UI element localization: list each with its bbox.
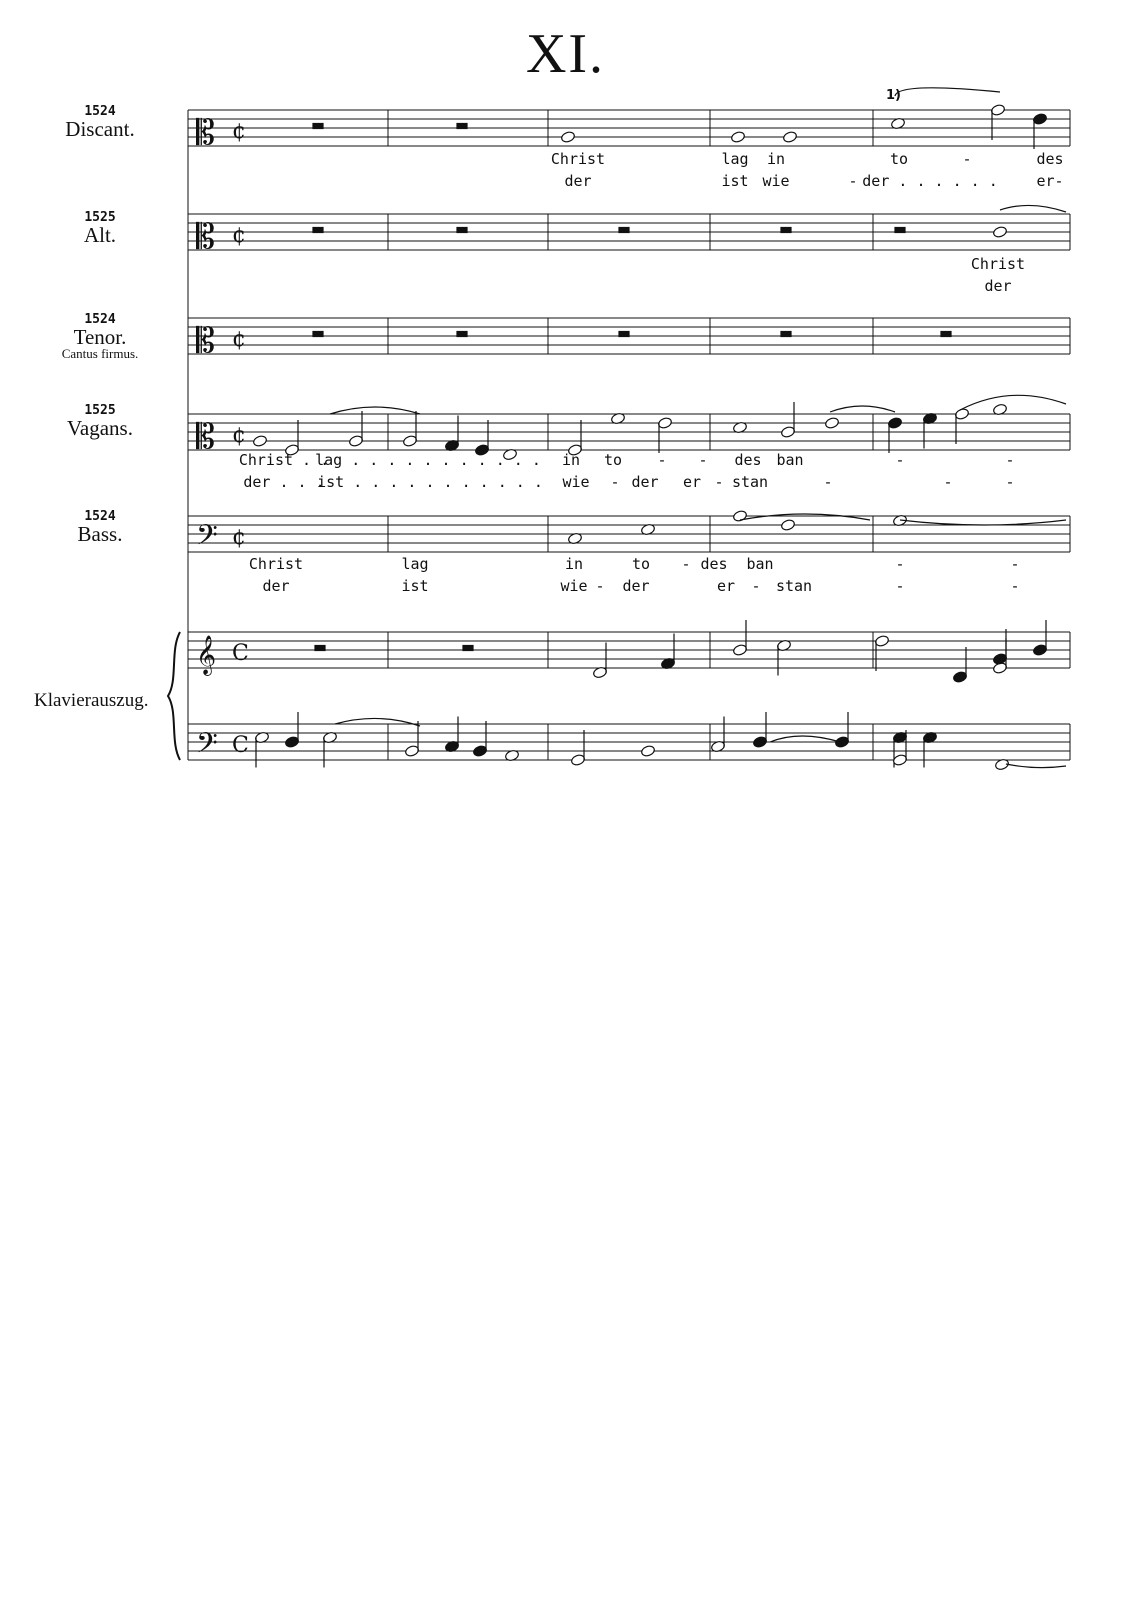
lyric-syllable: er bbox=[716, 577, 736, 595]
lyric-syllable: - bbox=[610, 473, 620, 491]
note-head bbox=[992, 653, 1007, 666]
clef-icon: 𝄡 bbox=[196, 217, 215, 257]
time-signature: ¢ bbox=[232, 223, 246, 248]
clef-icon: 𝄢 bbox=[196, 727, 218, 767]
lyric-syllable: - bbox=[1005, 451, 1015, 469]
time-signature: ¢ bbox=[232, 119, 246, 144]
clef-icon: 𝄢 bbox=[196, 519, 218, 559]
rest-mark bbox=[457, 228, 467, 233]
time-signature: ¢ bbox=[232, 423, 246, 448]
clef-icon: 𝄡 bbox=[196, 113, 215, 153]
slur-curve bbox=[330, 407, 420, 414]
lyric-syllable: der bbox=[622, 577, 650, 595]
slur-curve bbox=[770, 736, 840, 742]
voice-year-alt: 1525 bbox=[84, 210, 116, 225]
rest-mark bbox=[313, 124, 323, 129]
slur-curve bbox=[740, 514, 870, 520]
lyric-syllable: ist bbox=[721, 172, 749, 190]
voice-name-alt: Alt. bbox=[83, 223, 117, 247]
time-signature: ¢ bbox=[232, 327, 246, 352]
lyric-syllable: lag bbox=[401, 555, 429, 573]
note-head bbox=[732, 644, 747, 657]
voice-name-vagans: Vagans. bbox=[67, 416, 133, 440]
rest-mark bbox=[313, 228, 323, 233]
note-head bbox=[990, 104, 1005, 117]
note-head bbox=[752, 736, 767, 749]
lyric-syllable: lag . . . . . . . . . . . bbox=[315, 451, 541, 469]
voice-name-bass: Bass. bbox=[77, 522, 123, 546]
lyric-syllable: to bbox=[603, 451, 623, 469]
note-head bbox=[952, 671, 967, 684]
voice-year-tenor: 1524 bbox=[84, 312, 116, 327]
note-head bbox=[992, 226, 1007, 239]
lyric-syllable: - bbox=[1005, 473, 1015, 491]
clef-icon: 𝄞 bbox=[196, 635, 217, 675]
slur-curve bbox=[830, 406, 895, 412]
slur-curve bbox=[900, 520, 1066, 525]
lyric-syllable: Christ bbox=[550, 150, 606, 168]
note-head bbox=[874, 635, 889, 648]
time-signature: ¢ bbox=[232, 525, 246, 550]
lyric-syllable: - bbox=[895, 577, 905, 595]
note-head bbox=[1032, 644, 1047, 657]
lyric-syllable: des bbox=[1036, 150, 1064, 168]
note-head bbox=[732, 510, 747, 523]
lyric-syllable: - bbox=[595, 577, 605, 595]
lyric-syllable: Christ bbox=[248, 555, 304, 573]
lyric-syllable: stan bbox=[775, 577, 813, 595]
slur-curve bbox=[895, 88, 1000, 96]
note-head bbox=[730, 131, 745, 144]
note-head bbox=[570, 754, 585, 767]
rest-mark bbox=[619, 332, 629, 337]
voice-name-tenor: Tenor. bbox=[73, 325, 127, 349]
note-head bbox=[887, 417, 902, 430]
clef-icon: 𝄡 bbox=[196, 417, 215, 457]
voice-year-bass: 1524 bbox=[84, 509, 116, 524]
lyric-syllable: - bbox=[714, 473, 724, 491]
lyric-syllable: in bbox=[564, 555, 584, 573]
rest-mark bbox=[457, 124, 467, 129]
lyric-syllable: - bbox=[895, 451, 905, 469]
slur-curve bbox=[1000, 205, 1066, 212]
lyric-syllable: - bbox=[848, 172, 858, 190]
note-head bbox=[404, 745, 419, 758]
lyric-syllable: ist . . . . . . . . . . . bbox=[317, 473, 543, 491]
lyric-syllable: - bbox=[1010, 577, 1020, 595]
note-head bbox=[402, 435, 417, 448]
rest-mark bbox=[457, 332, 467, 337]
lyric-syllable: der . . . . . . bbox=[862, 172, 998, 190]
note-head bbox=[252, 435, 267, 448]
footnote-marker: 1) bbox=[886, 88, 901, 103]
page-title: XI. bbox=[525, 23, 606, 85]
voice-name-discant: Discant. bbox=[65, 117, 135, 141]
lyric-syllable: - bbox=[681, 555, 691, 573]
note-head bbox=[892, 754, 907, 767]
lyric-syllable: to bbox=[631, 555, 651, 573]
rest-mark bbox=[941, 332, 951, 337]
time-signature: C bbox=[232, 641, 249, 666]
lyric-syllable: - bbox=[895, 555, 905, 573]
note-head bbox=[284, 736, 299, 749]
rest-mark bbox=[463, 646, 473, 651]
lyric-syllable: wie bbox=[560, 577, 588, 595]
lyric-syllable: er bbox=[682, 473, 702, 491]
lyric-syllable: to bbox=[889, 150, 909, 168]
lyric-syllable: Christ . . bbox=[238, 451, 330, 469]
lyric-syllable: - bbox=[751, 577, 761, 595]
lyric-syllable: des bbox=[700, 555, 728, 573]
lyric-syllable: - bbox=[823, 473, 833, 491]
slur-curve bbox=[960, 395, 1066, 410]
lyric-syllable: - bbox=[1010, 555, 1020, 573]
note-head bbox=[780, 519, 795, 532]
voice-year-vagans: 1525 bbox=[84, 403, 116, 418]
lyric-syllable: ban bbox=[776, 451, 804, 469]
clef-icon: 𝄡 bbox=[196, 321, 215, 361]
lyric-syllable: der bbox=[631, 473, 659, 491]
lyric-syllable: ban bbox=[746, 555, 774, 573]
lyric-syllable: des bbox=[734, 451, 762, 469]
lyric-syllable: der bbox=[564, 172, 592, 190]
voice-sub-tenor: Cantus firmus. bbox=[61, 346, 139, 361]
piano-label: Klavierauszug. bbox=[34, 690, 149, 711]
lyric-syllable: lag bbox=[721, 150, 749, 168]
lyric-syllable: wie bbox=[562, 473, 590, 491]
lyric-syllable: in bbox=[561, 451, 581, 469]
note-head bbox=[472, 745, 487, 758]
note-head bbox=[657, 417, 672, 430]
lyric-syllable: er- bbox=[1036, 172, 1064, 190]
slur-curve bbox=[335, 718, 420, 726]
note-head bbox=[780, 426, 795, 439]
voice-year-discant: 1524 bbox=[84, 104, 116, 119]
rest-mark bbox=[315, 646, 325, 651]
lyric-syllable: der . . . bbox=[243, 473, 325, 491]
lyric-syllable: - bbox=[943, 473, 953, 491]
slur-curve bbox=[1006, 764, 1066, 768]
time-signature: C bbox=[232, 733, 249, 758]
rest-mark bbox=[781, 332, 791, 337]
lyric-syllable: der bbox=[262, 577, 290, 595]
note-head bbox=[640, 745, 655, 758]
lyric-syllable: - bbox=[698, 451, 708, 469]
lyric-syllable: der bbox=[984, 277, 1012, 295]
lyric-syllable: wie bbox=[762, 172, 790, 190]
rest-mark bbox=[895, 228, 905, 233]
rest-mark bbox=[313, 332, 323, 337]
lyric-syllable: - bbox=[962, 150, 972, 168]
lyric-syllable: ist bbox=[401, 577, 429, 595]
note-head bbox=[824, 417, 839, 430]
lyric-syllable: - bbox=[657, 451, 667, 469]
lyric-syllable: stan bbox=[731, 473, 769, 491]
lyric-syllable: Christ bbox=[970, 255, 1026, 273]
note-head bbox=[782, 131, 797, 144]
note-head bbox=[1032, 113, 1047, 126]
note-head bbox=[348, 435, 363, 448]
rest-mark bbox=[781, 228, 791, 233]
lyric-syllable: in bbox=[766, 150, 786, 168]
note-head bbox=[560, 131, 575, 144]
piano-brace bbox=[168, 632, 180, 760]
rest-mark bbox=[619, 228, 629, 233]
note-head bbox=[834, 736, 849, 749]
